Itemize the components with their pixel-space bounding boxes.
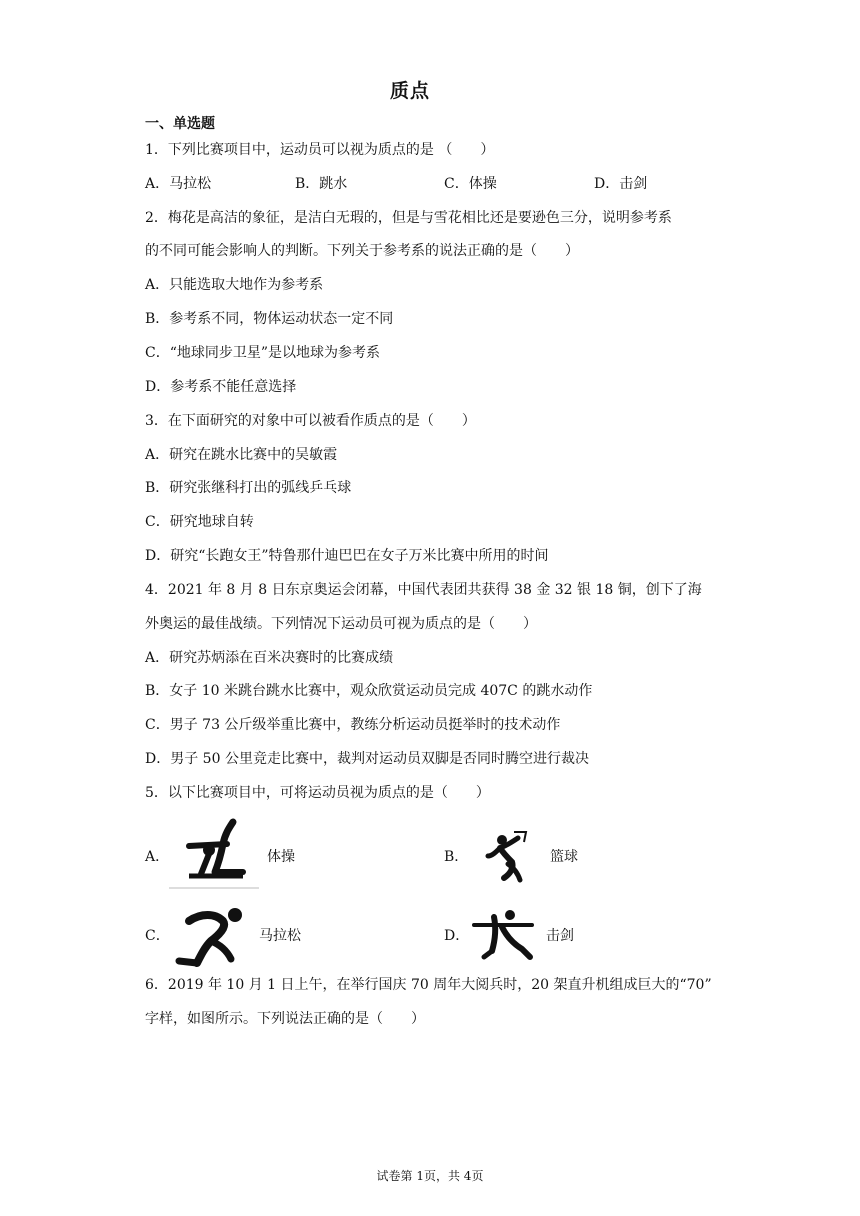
- gymnastics-pictogram-icon: [169, 816, 261, 892]
- q5-option-b-letter: B．: [444, 849, 469, 865]
- q4-stem-line1: 4．2021 年 8 月 8 日东京奥运会闭幕，中国代表团共获得 38 金 32 银 18 铜，创下了海: [145, 582, 702, 598]
- q3-option-b: B．研究张继科打出的弧线乒乓球: [145, 480, 352, 496]
- q1-option-b: B．跳水: [295, 176, 348, 192]
- q5-option-c-letter: C．: [145, 928, 170, 944]
- q4-option-b: B．女子 10 米跳台跳水比赛中，观众欣赏运动员完成 407C 的跳水动作: [145, 683, 593, 699]
- q5-option-d-caption: 击剑: [546, 928, 574, 944]
- q6-stem-line1: 6．2019 年 10 月 1 日上午，在举行国庆 70 周年大阅兵时，20 架直升机组成巨大的“70”: [145, 977, 712, 993]
- page-title: 质点: [389, 80, 430, 102]
- q2-option-d: D．参考系不能任意选择: [145, 379, 297, 395]
- q3-option-a: A．研究在跳水比赛中的吴敏霞: [145, 447, 338, 463]
- q3-option-c: C．研究地球自转: [145, 514, 254, 530]
- q2-stem-line2: 的不同可能会影响人的判断。下列关于参考系的说法正确的是（ ）: [145, 243, 579, 259]
- q3-option-d: D．研究“长跑女王”特鲁那什迪巴巴在女子万米比赛中所用的时间: [145, 548, 549, 564]
- q5-option-b-caption: 篮球: [550, 849, 578, 865]
- q1-option-c: C．体操: [444, 176, 497, 192]
- q5-option-c-caption: 马拉松: [259, 928, 301, 944]
- section-heading: 一、单选题: [145, 116, 215, 132]
- fencing-pictogram-icon: [472, 907, 536, 963]
- page-footer: 试卷第 1页，共 4页: [376, 1169, 484, 1183]
- q1-stem: 1．下列比赛项目中，运动员可以视为质点的是 （ ）: [145, 142, 495, 158]
- q6-stem-line2: 字样，如图所示。下列说法正确的是（ ）: [145, 1011, 425, 1027]
- q4-option-c: C．男子 73 公斤级举重比赛中，教练分析运动员挺举时的技术动作: [145, 717, 561, 733]
- q3-stem: 3．在下面研究的对象中可以被看作质点的是（ ）: [145, 413, 476, 429]
- marathon-pictogram-icon: [171, 903, 251, 969]
- q2-option-c: C．“地球同步卫星”是以地球为参考系: [145, 345, 381, 361]
- q5-option-a-caption: 体操: [267, 849, 295, 865]
- q4-option-d: D．男子 50 公里竞走比赛中，裁判对运动员双脚是否同时腾空进行裁决: [145, 751, 589, 767]
- q4-option-a: A．研究苏炳添在百米决赛时的比赛成绩: [145, 650, 394, 666]
- q5-option-d-letter: D．: [444, 928, 470, 944]
- q5-option-a-letter: A．: [145, 849, 170, 865]
- q2-option-b: B．参考系不同，物体运动状态一定不同: [145, 311, 394, 327]
- q1-option-d: D．击剑: [594, 176, 648, 192]
- q1-option-a: A．马拉松: [145, 176, 212, 192]
- q2-stem-line1: 2．梅花是高洁的象征，是洁白无瑕的，但是与雪花相比还是要逊色三分，说明参考系: [145, 210, 672, 226]
- q2-option-a: A．只能选取大地作为参考系: [145, 277, 324, 293]
- q5-stem: 5．以下比赛项目中，可将运动员视为质点的是（ ）: [145, 785, 490, 801]
- q4-stem-line2: 外奥运的最佳战绩。下列情况下运动员可视为质点的是（ ）: [145, 616, 537, 632]
- basketball-pictogram-icon: [474, 824, 538, 888]
